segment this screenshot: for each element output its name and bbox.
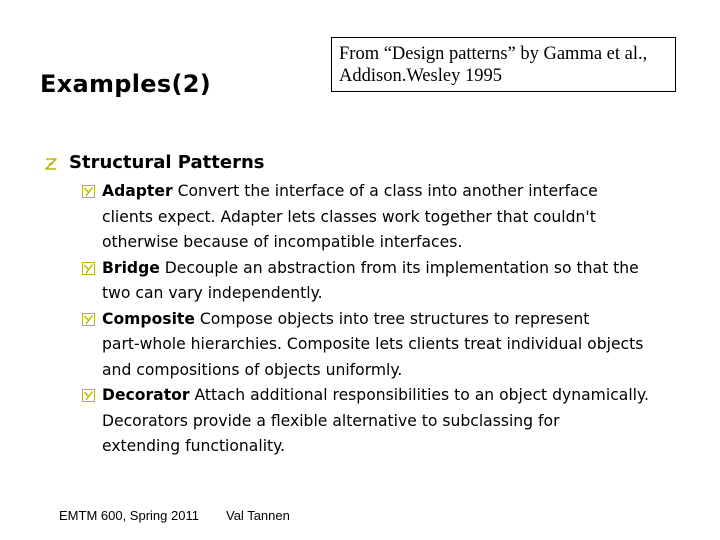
- pattern-line: [102, 383, 682, 409]
- list-item-composite: [82, 307, 682, 384]
- list-item-decorator: [82, 383, 682, 460]
- pattern-description: Convert the interface of a class into another interface: [172, 182, 598, 200]
- pattern-description: Compose objects into tree structures to represent: [194, 309, 590, 328]
- slide-title: Examples(2): [40, 70, 211, 98]
- pattern-line: [102, 307, 682, 333]
- citation-line-2: Addison.Wesley 1995: [339, 66, 502, 86]
- list-item-adapter: [82, 179, 682, 256]
- y-checkbox-bullet-icon: [82, 389, 95, 402]
- y-checkbox-bullet-icon: [82, 262, 95, 275]
- pattern-description: Attach additional responsibilities to an object dynamically.: [189, 386, 649, 404]
- pattern-line: clients expect. Adapter lets classes work together that couldn't: [102, 207, 596, 226]
- pattern-line: two can vary independently.: [102, 284, 323, 302]
- pattern-line: [102, 256, 682, 282]
- pattern-line: part-whole hierarchies. Composite lets clients treat individual objects: [102, 335, 644, 353]
- z-bullet-icon: [43, 156, 59, 172]
- pattern-name: Bridge: [102, 258, 160, 277]
- pattern-list: [82, 179, 682, 460]
- citation-box: [331, 37, 676, 92]
- pattern-line: extending functionality.: [102, 437, 286, 455]
- footer-author: Val Tannen: [226, 508, 290, 523]
- footer-course: EMTM 600, Spring 2011: [59, 508, 199, 523]
- pattern-line: otherwise because of incompatible interfaces.: [102, 233, 463, 251]
- section-heading: Structural Patterns: [69, 152, 265, 173]
- pattern-description: Decouple an abstraction from its implementation so that the: [159, 258, 639, 277]
- citation-line-1: From “Design patterns” by Gamma et al.,: [339, 44, 648, 64]
- pattern-name: Decorator: [102, 386, 190, 404]
- y-checkbox-bullet-icon: [82, 185, 95, 198]
- pattern-name: Composite: [102, 309, 195, 328]
- section-heading-row: [43, 152, 265, 173]
- section-structural-patterns: [43, 152, 265, 173]
- y-checkbox-bullet-icon: [82, 313, 95, 326]
- pattern-line: Decorators provide a flexible alternative to subclassing for: [102, 411, 560, 430]
- list-item-bridge: [82, 256, 682, 307]
- pattern-line: [102, 179, 682, 205]
- pattern-name: Adapter: [102, 182, 173, 200]
- pattern-line: and compositions of objects uniformly.: [102, 360, 403, 379]
